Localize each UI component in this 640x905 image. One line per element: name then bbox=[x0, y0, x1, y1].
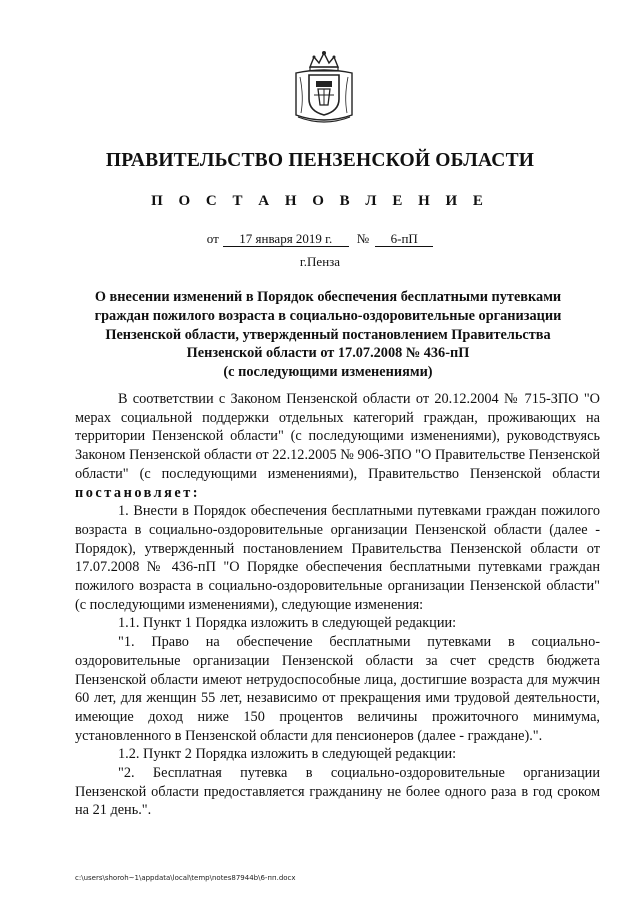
subject-line: Пензенской области, утвержденный постановлением Правительства bbox=[105, 326, 551, 343]
government-title: ПРАВИТЕЛЬСТВО ПЕНЗЕНСКОЙ ОБЛАСТИ bbox=[105, 150, 535, 171]
document-number: 6-пП bbox=[375, 232, 433, 247]
document-type: П О С Т А Н О В Л Е Н И Е bbox=[151, 193, 489, 209]
coat-of-arms-emblem bbox=[292, 49, 356, 127]
body-paragraph: 1.1. Пункт 1 Порядка изложить в следующей редакции: bbox=[118, 615, 457, 632]
date-number-line bbox=[0, 231, 640, 247]
subject-line: О внесении изменений в Порядок обеспечения бесплатными путевками bbox=[94, 289, 562, 305]
city: г.Пенза bbox=[299, 254, 341, 269]
body-paragraph: 1.2. Пункт 2 Порядка изложить в следующей редакции: bbox=[118, 746, 457, 763]
subject-line: (с последующими изменениями) bbox=[223, 364, 433, 381]
paragraph-text: В соответствии с Законом Пензенской области от 20.12.2004 № 715-ЗПО "О мерах социальной поддержки отдельных категорий граждан, проживающих на территории Пензенской области" (с последующими изменениями), руководствуясь Законом Пензенской области от 22.12.2005 № 906-ЗПО "О Правительстве Пензенской области" (с последующими изменениями), Правительство Пензенской области bbox=[75, 391, 600, 482]
body-paragraph: "2. Бесплатная путевка в социально-оздоровительные организации Пензенской области предоставляется гражданину не более одного раза в год сроком на 21 день.". bbox=[75, 765, 600, 819]
body-paragraph: 1. Внести в Порядок обеспечения бесплатными путевками граждан пожилого возраста в социально-оздоровительные организации Пензенской области (далее - Порядок), утвержденный постановлением Правительства Пензенской области от 17.07.2008 № 436-пП "О Порядке обеспечения бесплатными путевками граждан пожилого возраста в социально-оздоровительные организации Пензенской области" (с последующими изменениями), следующие изменения: bbox=[75, 503, 600, 613]
file-path-footer: c:\users\shoroh~1\appdata\local\temp\notes87944b\6-пп.docx bbox=[75, 874, 296, 882]
body-paragraph bbox=[75, 390, 600, 502]
body-paragraph: "1. Право на обеспечение бесплатными путевками в социально-оздоровительные организации Пензенской области за счет средств бюджета Пензенской области имеют нетрудоспособные лица, достигшие возраста для мужчин 60 лет, для женщин 55 лет, независимо от прекращения ими трудовой деятельности, имеющие доход ниже 150 процентов величины прожиточного минимума, установленного в Пензенской области для пенсионеров (далее - граждане).". bbox=[75, 634, 600, 744]
subject-line: граждан пожилого возраста в социально-оздоровительные организации bbox=[94, 307, 562, 324]
document-body bbox=[75, 390, 600, 820]
resolution-keyword: постановляет: bbox=[75, 484, 201, 501]
document-subject bbox=[80, 288, 576, 382]
number-sign: № bbox=[356, 231, 370, 246]
subject-line: Пензенской области от 17.07.2008 № 436-пП bbox=[186, 345, 470, 362]
date-prefix: от bbox=[206, 231, 219, 246]
document-date: 17 января 2019 г. bbox=[223, 232, 349, 247]
